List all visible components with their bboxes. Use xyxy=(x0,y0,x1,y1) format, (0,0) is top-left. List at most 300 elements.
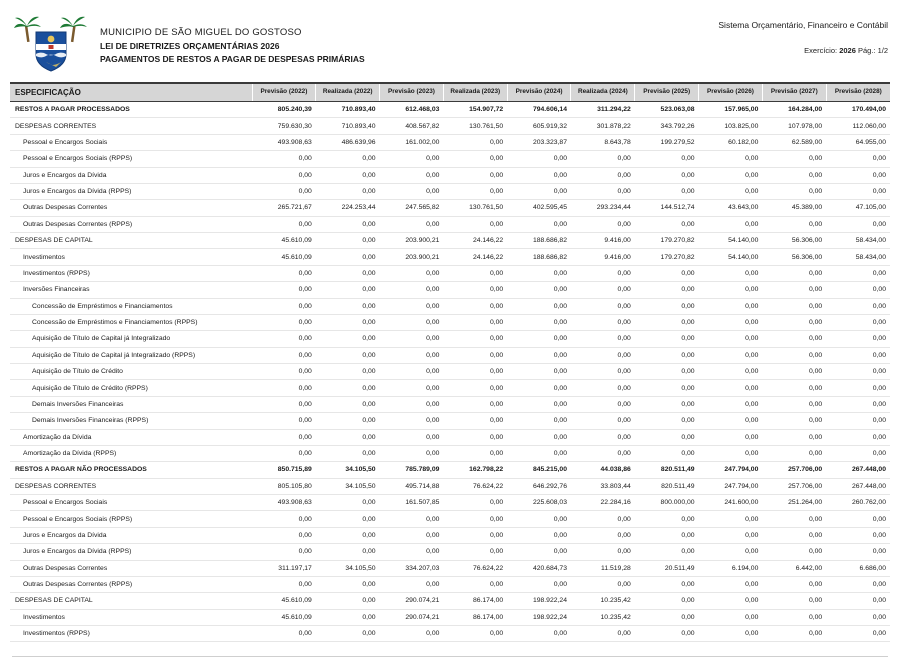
row-value: 0,00 xyxy=(635,265,699,281)
row-value: 257.706,00 xyxy=(762,462,826,478)
row-value: 0,00 xyxy=(380,167,444,183)
row-value: 56.306,00 xyxy=(762,233,826,249)
row-label: Investimentos xyxy=(10,249,252,265)
row-value: 10.235,42 xyxy=(571,609,635,625)
row-value: 785.789,09 xyxy=(380,462,444,478)
row-value: 0,00 xyxy=(316,216,380,232)
row-value: 224.253,44 xyxy=(316,200,380,216)
row-value: 0,00 xyxy=(380,511,444,527)
column-header: Previsão (2023) xyxy=(380,83,444,102)
row-value: 805.105,80 xyxy=(252,478,316,494)
row-value: 0,00 xyxy=(826,445,890,461)
row-value: 0,00 xyxy=(762,216,826,232)
row-value: 86.174,00 xyxy=(443,593,507,609)
row-value: 0,00 xyxy=(380,216,444,232)
row-value: 0,00 xyxy=(699,429,763,445)
row-value: 0,00 xyxy=(826,527,890,543)
row-value: 0,00 xyxy=(699,314,763,330)
row-value: 0,00 xyxy=(507,151,571,167)
row-value: 0,00 xyxy=(380,183,444,199)
table-row xyxy=(10,134,890,150)
row-value: 0,00 xyxy=(826,429,890,445)
row-value: 0,00 xyxy=(316,429,380,445)
row-value: 0,00 xyxy=(316,380,380,396)
row-value: 161.002,00 xyxy=(380,134,444,150)
table-row xyxy=(10,544,890,560)
row-value: 0,00 xyxy=(380,314,444,330)
row-value: 164.284,00 xyxy=(762,102,826,118)
table-row xyxy=(10,560,890,576)
row-value: 44.038,86 xyxy=(571,462,635,478)
table-row xyxy=(10,200,890,216)
row-label: Outras Despesas Correntes xyxy=(10,560,252,576)
row-value: 0,00 xyxy=(316,626,380,642)
row-value: 47.105,00 xyxy=(826,200,890,216)
row-label: DESPESAS DE CAPITAL xyxy=(10,233,252,249)
row-value: 179.270,82 xyxy=(635,249,699,265)
row-value: 0,00 xyxy=(635,609,699,625)
row-value: 0,00 xyxy=(762,511,826,527)
row-label: Aquisição de Título de Capital já Integralizado xyxy=(10,331,252,347)
row-value: 0,00 xyxy=(826,331,890,347)
row-value: 0,00 xyxy=(316,282,380,298)
row-value: 22.284,16 xyxy=(571,495,635,511)
row-value: 0,00 xyxy=(699,298,763,314)
row-value: 0,00 xyxy=(762,544,826,560)
row-value: 0,00 xyxy=(699,151,763,167)
row-value: 0,00 xyxy=(316,364,380,380)
row-value: 0,00 xyxy=(252,396,316,412)
row-label: Concessão de Empréstimos e Financiamentos (RPPS) xyxy=(10,314,252,330)
table-row xyxy=(10,626,890,642)
row-value: 0,00 xyxy=(252,331,316,347)
row-value: 20.511,49 xyxy=(635,560,699,576)
row-value: 0,00 xyxy=(635,396,699,412)
column-header: Previsão (2026) xyxy=(699,83,763,102)
row-value: 0,00 xyxy=(826,298,890,314)
row-value: 0,00 xyxy=(571,445,635,461)
row-value: 86.174,00 xyxy=(443,609,507,625)
row-value: 0,00 xyxy=(762,445,826,461)
row-value: 0,00 xyxy=(316,347,380,363)
shield xyxy=(36,32,66,71)
table-row xyxy=(10,478,890,494)
row-value: 265.721,67 xyxy=(252,200,316,216)
row-value: 45.389,00 xyxy=(762,200,826,216)
row-value: 198.922,24 xyxy=(507,609,571,625)
row-value: 0,00 xyxy=(507,347,571,363)
row-value: 0,00 xyxy=(571,216,635,232)
row-label: Investimentos (RPPS) xyxy=(10,265,252,281)
row-value: 0,00 xyxy=(443,413,507,429)
row-value: 0,00 xyxy=(826,167,890,183)
row-value: 188.686,82 xyxy=(507,249,571,265)
row-value: 0,00 xyxy=(699,216,763,232)
row-value: 24.146,22 xyxy=(443,249,507,265)
municipality-name: MUNICIPIO DE SÃO MIGUEL DO GOSTOSO xyxy=(100,26,302,38)
row-label: Amortização da Dívida xyxy=(10,429,252,445)
row-value: 54.140,00 xyxy=(699,249,763,265)
table-row xyxy=(10,396,890,412)
header-right xyxy=(718,14,888,55)
row-value: 0,00 xyxy=(762,396,826,412)
row-value: 54.140,00 xyxy=(699,233,763,249)
row-value: 267.448,00 xyxy=(826,462,890,478)
table-row xyxy=(10,314,890,330)
row-value: 0,00 xyxy=(380,331,444,347)
header-left xyxy=(12,14,365,72)
row-value: 0,00 xyxy=(380,282,444,298)
row-value: 301.878,22 xyxy=(571,118,635,134)
row-value: 0,00 xyxy=(507,314,571,330)
row-value: 0,00 xyxy=(252,429,316,445)
table-row xyxy=(10,183,890,199)
row-value: 420.684,73 xyxy=(507,560,571,576)
row-value: 45.610,09 xyxy=(252,609,316,625)
row-label: Juros e Encargos da Dívida xyxy=(10,527,252,543)
row-value: 0,00 xyxy=(635,380,699,396)
row-value: 0,00 xyxy=(316,445,380,461)
row-label: Aquisição de Título de Crédito xyxy=(10,364,252,380)
row-value: 0,00 xyxy=(443,134,507,150)
row-value: 0,00 xyxy=(762,167,826,183)
row-value: 0,00 xyxy=(443,167,507,183)
row-value: 0,00 xyxy=(507,396,571,412)
row-value: 170.494,00 xyxy=(826,102,890,118)
row-value: 0,00 xyxy=(252,380,316,396)
row-value: 0,00 xyxy=(826,380,890,396)
row-value: 0,00 xyxy=(443,380,507,396)
row-value: 247.794,00 xyxy=(699,478,763,494)
row-value: 0,00 xyxy=(571,282,635,298)
row-value: 800.000,00 xyxy=(635,495,699,511)
row-value: 0,00 xyxy=(316,233,380,249)
row-value: 0,00 xyxy=(762,298,826,314)
row-value: 144.512,74 xyxy=(635,200,699,216)
row-value: 0,00 xyxy=(635,216,699,232)
row-value: 0,00 xyxy=(635,413,699,429)
table-row xyxy=(10,380,890,396)
table-row xyxy=(10,593,890,609)
row-value: 0,00 xyxy=(380,298,444,314)
row-value: 161.507,85 xyxy=(380,495,444,511)
row-value: 10.235,42 xyxy=(571,593,635,609)
row-value: 247.565,82 xyxy=(380,200,444,216)
row-value: 203.900,21 xyxy=(380,233,444,249)
row-value: 130.761,50 xyxy=(443,118,507,134)
row-value: 0,00 xyxy=(252,626,316,642)
column-header: Realizada (2023) xyxy=(443,83,507,102)
row-value: 0,00 xyxy=(380,429,444,445)
row-value: 0,00 xyxy=(443,151,507,167)
row-value: 0,00 xyxy=(507,183,571,199)
row-value: 0,00 xyxy=(699,544,763,560)
table-row xyxy=(10,282,890,298)
row-value: 0,00 xyxy=(571,364,635,380)
row-value: 0,00 xyxy=(571,511,635,527)
row-value: 8.643,78 xyxy=(571,134,635,150)
row-label: Juros e Encargos da Dívida xyxy=(10,167,252,183)
row-value: 0,00 xyxy=(507,216,571,232)
row-value: 0,00 xyxy=(252,576,316,592)
row-value: 0,00 xyxy=(699,331,763,347)
row-value: 198.922,24 xyxy=(507,593,571,609)
row-value: 0,00 xyxy=(252,511,316,527)
row-value: 0,00 xyxy=(826,413,890,429)
row-label: Outras Despesas Correntes (RPPS) xyxy=(10,216,252,232)
row-label: DESPESAS CORRENTES xyxy=(10,118,252,134)
row-value: 0,00 xyxy=(316,495,380,511)
row-value: 402.595,45 xyxy=(507,200,571,216)
column-header-especificacao: ESPECIFICAÇÃO xyxy=(10,83,252,102)
row-value: 45.610,09 xyxy=(252,593,316,609)
row-value: 0,00 xyxy=(699,413,763,429)
row-value: 0,00 xyxy=(571,544,635,560)
row-value: 58.434,00 xyxy=(826,233,890,249)
row-value: 0,00 xyxy=(252,167,316,183)
row-value: 0,00 xyxy=(380,396,444,412)
row-value: 0,00 xyxy=(443,282,507,298)
row-value: 408.567,82 xyxy=(380,118,444,134)
system-name: Sistema Orçamentário, Financeiro e Contábil xyxy=(718,20,888,30)
row-value: 0,00 xyxy=(762,183,826,199)
row-value: 0,00 xyxy=(635,626,699,642)
table-row xyxy=(10,413,890,429)
row-value: 0,00 xyxy=(252,298,316,314)
row-value: 0,00 xyxy=(316,576,380,592)
row-value: 0,00 xyxy=(762,609,826,625)
row-value: 34.105,50 xyxy=(316,560,380,576)
row-value: 0,00 xyxy=(571,298,635,314)
row-value: 805.240,39 xyxy=(252,102,316,118)
table-row xyxy=(10,429,890,445)
column-header: Previsão (2022) xyxy=(252,83,316,102)
row-value: 0,00 xyxy=(762,380,826,396)
row-label: Investimentos (RPPS) xyxy=(10,626,252,642)
row-value: 0,00 xyxy=(507,167,571,183)
row-value: 0,00 xyxy=(443,314,507,330)
row-value: 0,00 xyxy=(380,265,444,281)
row-value: 523.063,08 xyxy=(635,102,699,118)
row-value: 251.264,00 xyxy=(762,495,826,511)
row-value: 710.893,40 xyxy=(316,118,380,134)
column-header: Realizada (2022) xyxy=(316,83,380,102)
row-value: 0,00 xyxy=(252,183,316,199)
row-value: 0,00 xyxy=(635,314,699,330)
table-row xyxy=(10,167,890,183)
row-value: 64.955,00 xyxy=(826,134,890,150)
row-value: 0,00 xyxy=(316,593,380,609)
row-value: 0,00 xyxy=(635,445,699,461)
row-value: 0,00 xyxy=(826,544,890,560)
row-value: 0,00 xyxy=(571,151,635,167)
row-value: 0,00 xyxy=(507,265,571,281)
table-row xyxy=(10,576,890,592)
row-value: 203.900,21 xyxy=(380,249,444,265)
row-value: 0,00 xyxy=(635,282,699,298)
row-value: 0,00 xyxy=(443,544,507,560)
row-value: 0,00 xyxy=(635,364,699,380)
row-value: 0,00 xyxy=(252,314,316,330)
row-value: 56.306,00 xyxy=(762,249,826,265)
row-value: 203.323,87 xyxy=(507,134,571,150)
row-value: 0,00 xyxy=(699,183,763,199)
row-value: 45.610,09 xyxy=(252,249,316,265)
row-value: 605.919,32 xyxy=(507,118,571,134)
row-value: 0,00 xyxy=(699,445,763,461)
table-body xyxy=(10,102,890,642)
row-value: 107.978,00 xyxy=(762,118,826,134)
law-title: LEI DE DIRETRIZES ORÇAMENTÁRIAS 2026 xyxy=(100,40,280,51)
row-value: 24.146,22 xyxy=(443,233,507,249)
row-value: 0,00 xyxy=(380,151,444,167)
row-value: 0,00 xyxy=(380,527,444,543)
row-value: 103.825,00 xyxy=(699,118,763,134)
row-value: 58.434,00 xyxy=(826,249,890,265)
row-label: DESPESAS DE CAPITAL xyxy=(10,593,252,609)
row-value: 0,00 xyxy=(507,626,571,642)
row-value: 293.234,44 xyxy=(571,200,635,216)
row-value: 0,00 xyxy=(826,593,890,609)
row-value: 62.589,00 xyxy=(762,134,826,150)
row-value: 0,00 xyxy=(571,347,635,363)
table-header-row xyxy=(10,83,890,102)
row-label: Investimentos xyxy=(10,609,252,625)
row-value: 0,00 xyxy=(380,380,444,396)
row-value: 0,00 xyxy=(635,331,699,347)
row-value: 0,00 xyxy=(571,576,635,592)
row-value: 0,00 xyxy=(252,544,316,560)
row-label: RESTOS A PAGAR PROCESSADOS xyxy=(10,102,252,118)
row-value: 0,00 xyxy=(762,364,826,380)
row-value: 0,00 xyxy=(380,626,444,642)
row-value: 0,00 xyxy=(571,527,635,543)
row-value: 0,00 xyxy=(826,183,890,199)
row-label: Aquisição de Título de Crédito (RPPS) xyxy=(10,380,252,396)
table-row xyxy=(10,511,890,527)
row-value: 311.294,22 xyxy=(571,102,635,118)
row-value: 493.908,63 xyxy=(252,134,316,150)
table-row xyxy=(10,527,890,543)
row-value: 0,00 xyxy=(571,396,635,412)
row-value: 0,00 xyxy=(762,282,826,298)
row-value: 0,00 xyxy=(316,413,380,429)
row-value: 0,00 xyxy=(826,626,890,642)
row-value: 0,00 xyxy=(571,183,635,199)
row-value: 0,00 xyxy=(316,298,380,314)
row-value: 0,00 xyxy=(507,429,571,445)
coat-of-arms-logo xyxy=(12,14,90,72)
row-value: 0,00 xyxy=(316,609,380,625)
exercicio-value: 2026 xyxy=(839,46,856,55)
row-label: Juros e Encargos da Dívida (RPPS) xyxy=(10,544,252,560)
row-value: 6.442,00 xyxy=(762,560,826,576)
row-value: 6.686,00 xyxy=(826,560,890,576)
row-value: 179.270,82 xyxy=(635,233,699,249)
row-value: 0,00 xyxy=(699,347,763,363)
row-value: 76.624,22 xyxy=(443,478,507,494)
row-value: 0,00 xyxy=(316,396,380,412)
row-value: 0,00 xyxy=(571,314,635,330)
row-value: 0,00 xyxy=(699,511,763,527)
table-row xyxy=(10,364,890,380)
row-value: 34.105,50 xyxy=(316,478,380,494)
row-value: 334.207,03 xyxy=(380,560,444,576)
row-value: 0,00 xyxy=(252,347,316,363)
table-row xyxy=(10,462,890,478)
row-value: 0,00 xyxy=(699,527,763,543)
row-value: 0,00 xyxy=(762,265,826,281)
row-value: 0,00 xyxy=(380,445,444,461)
row-label: Pessoal e Encargos Sociais (RPPS) xyxy=(10,151,252,167)
row-value: 0,00 xyxy=(380,347,444,363)
row-value: 0,00 xyxy=(826,151,890,167)
row-value: 0,00 xyxy=(571,265,635,281)
row-value: 0,00 xyxy=(316,167,380,183)
row-label: Amortização da Dívida (RPPS) xyxy=(10,445,252,461)
row-value: 0,00 xyxy=(507,364,571,380)
row-label: Pessoal e Encargos Sociais (RPPS) xyxy=(10,511,252,527)
row-value: 0,00 xyxy=(507,544,571,560)
row-value: 188.686,82 xyxy=(507,233,571,249)
row-value: 0,00 xyxy=(443,347,507,363)
row-value: 0,00 xyxy=(699,626,763,642)
page-label: Pág.: 1/2 xyxy=(857,46,888,55)
row-label: Outras Despesas Correntes (RPPS) xyxy=(10,576,252,592)
row-value: 0,00 xyxy=(826,511,890,527)
row-label: Outras Despesas Correntes xyxy=(10,200,252,216)
table-row xyxy=(10,265,890,281)
row-value: 0,00 xyxy=(252,413,316,429)
row-value: 0,00 xyxy=(762,626,826,642)
row-value: 0,00 xyxy=(699,282,763,298)
column-header: Previsão (2028) xyxy=(826,83,890,102)
row-value: 0,00 xyxy=(443,396,507,412)
table-row xyxy=(10,347,890,363)
row-label: Pessoal e Encargos Sociais xyxy=(10,495,252,511)
row-value: 0,00 xyxy=(571,167,635,183)
row-value: 0,00 xyxy=(826,364,890,380)
row-value: 9.416,00 xyxy=(571,233,635,249)
row-value: 0,00 xyxy=(252,216,316,232)
row-value: 0,00 xyxy=(635,167,699,183)
row-value: 241.600,00 xyxy=(699,495,763,511)
row-value: 11.519,28 xyxy=(571,560,635,576)
row-value: 0,00 xyxy=(443,364,507,380)
row-value: 850.715,89 xyxy=(252,462,316,478)
row-value: 0,00 xyxy=(699,265,763,281)
row-value: 0,00 xyxy=(635,511,699,527)
row-value: 0,00 xyxy=(252,265,316,281)
row-value: 0,00 xyxy=(826,216,890,232)
table-row xyxy=(10,118,890,134)
exercicio-label: Exercício: xyxy=(804,46,838,55)
row-value: 0,00 xyxy=(699,396,763,412)
row-value: 0,00 xyxy=(380,576,444,592)
row-value: 225.608,03 xyxy=(507,495,571,511)
restos-a-pagar-table xyxy=(10,82,890,642)
row-value: 0,00 xyxy=(635,347,699,363)
row-value: 0,00 xyxy=(443,626,507,642)
row-value: 112.060,00 xyxy=(826,118,890,134)
row-value: 0,00 xyxy=(443,216,507,232)
column-header: Previsão (2027) xyxy=(762,83,826,102)
row-label: Inversões Financeiras xyxy=(10,282,252,298)
row-value: 0,00 xyxy=(826,265,890,281)
row-value: 0,00 xyxy=(507,298,571,314)
row-value: 646.292,76 xyxy=(507,478,571,494)
table-row xyxy=(10,216,890,232)
